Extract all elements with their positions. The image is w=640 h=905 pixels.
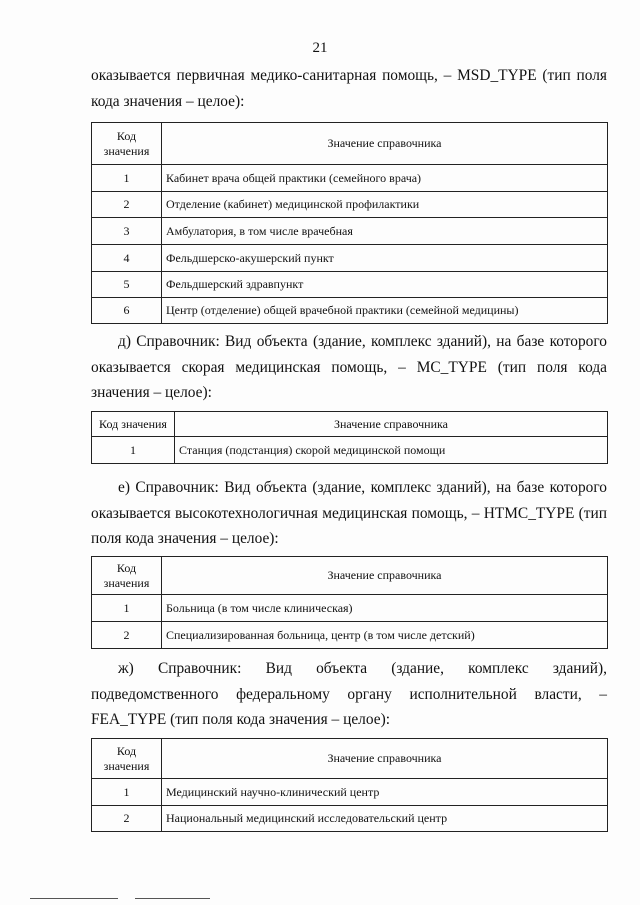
- cell-code: 2: [92, 622, 162, 649]
- paragraph-fea-type: ж) Справочник: Вид объекта (здание, комплекс зданий), подведомственного федеральному органу исполнительной власти, – FEA_TYPE (тип поля кода значения – целое):: [91, 660, 607, 728]
- cell-code: 2: [92, 806, 162, 832]
- table-mc-type: [91, 411, 608, 464]
- cell-code: 3: [92, 218, 162, 245]
- table-row: [92, 192, 608, 218]
- table-row: [92, 298, 608, 324]
- cell-value: Больница (в том числе клиническая): [162, 595, 608, 622]
- cell-value: Отделение (кабинет) медицинской профилактики: [162, 192, 608, 218]
- paragraph-mc-type: д) Справочник: Вид объекта (здание, комплекс зданий), на базе которого оказывается скорая медицинская помощь, – MC_TYPE (тип поля кода значения – целое):: [91, 333, 607, 401]
- table-msd-type: [91, 122, 608, 324]
- table-row: [92, 779, 608, 806]
- cell-code: 6: [92, 298, 162, 324]
- page-number: 21: [312, 40, 328, 56]
- table-row: [92, 272, 608, 298]
- cell-value: Специализированная больница, центр (в том числе детский): [162, 622, 608, 649]
- cell-value: Медицинский научно-клинический центр: [162, 779, 608, 806]
- cell-code: 2: [92, 192, 162, 218]
- cell-code: 1: [92, 779, 162, 806]
- cell-value: Фельдшерский здравпункт: [162, 272, 608, 298]
- paragraph-htmc-type: е) Справочник: Вид объекта (здание, комплекс зданий), на базе которого оказывается высокотехнологичная медицинская помощь, – HTMC_TYPE (тип поля кода значения – целое):: [91, 479, 607, 547]
- cell-value: Центр (отделение) общей врачебной практики (семейной медицины): [162, 298, 608, 324]
- table-row: [92, 595, 608, 622]
- table-header-row: [92, 739, 608, 779]
- cell-code: 4: [92, 245, 162, 272]
- header-code: Код значения: [92, 557, 162, 595]
- table-row: [92, 245, 608, 272]
- header-value: Значение справочника: [175, 412, 608, 437]
- table-header-row: [92, 412, 608, 437]
- header-code: Код значения: [92, 412, 175, 437]
- cell-code: 5: [92, 272, 162, 298]
- scan-edge-line: [135, 898, 210, 900]
- scan-edge-line: [30, 898, 118, 900]
- header-value: Значение справочника: [162, 739, 608, 779]
- cell-value: Национальный медицинский исследовательский центр: [162, 806, 608, 832]
- table-row: [92, 437, 608, 464]
- cell-value: Амбулатория, в том числе врачебная: [162, 218, 608, 245]
- header-value: Значение справочника: [162, 123, 608, 165]
- cell-code: 1: [92, 437, 175, 464]
- header-code: Код значения: [92, 739, 162, 779]
- cell-value: Кабинет врача общей практики (семейного врача): [162, 165, 608, 192]
- table-row: [92, 806, 608, 832]
- table-row: [92, 622, 608, 649]
- cell-value: Станция (подстанция) скорой медицинской помощи: [175, 437, 608, 464]
- table-htmc-type: [91, 556, 608, 649]
- header-code: Код значения: [92, 123, 162, 165]
- cell-value: Фельдшерско-акушерский пункт: [162, 245, 608, 272]
- header-value: Значение справочника: [162, 557, 608, 595]
- table-row: [92, 218, 608, 245]
- table-row: [92, 165, 608, 192]
- table-header-row: [92, 123, 608, 165]
- table-header-row: [92, 557, 608, 595]
- table-fea-type: [91, 738, 608, 832]
- cell-code: 1: [92, 595, 162, 622]
- paragraph-msd-type-tail: оказывается первичная медико-санитарная помощь, – MSD_TYPE (тип поля кода значения – целое):: [91, 67, 607, 110]
- cell-code: 1: [92, 165, 162, 192]
